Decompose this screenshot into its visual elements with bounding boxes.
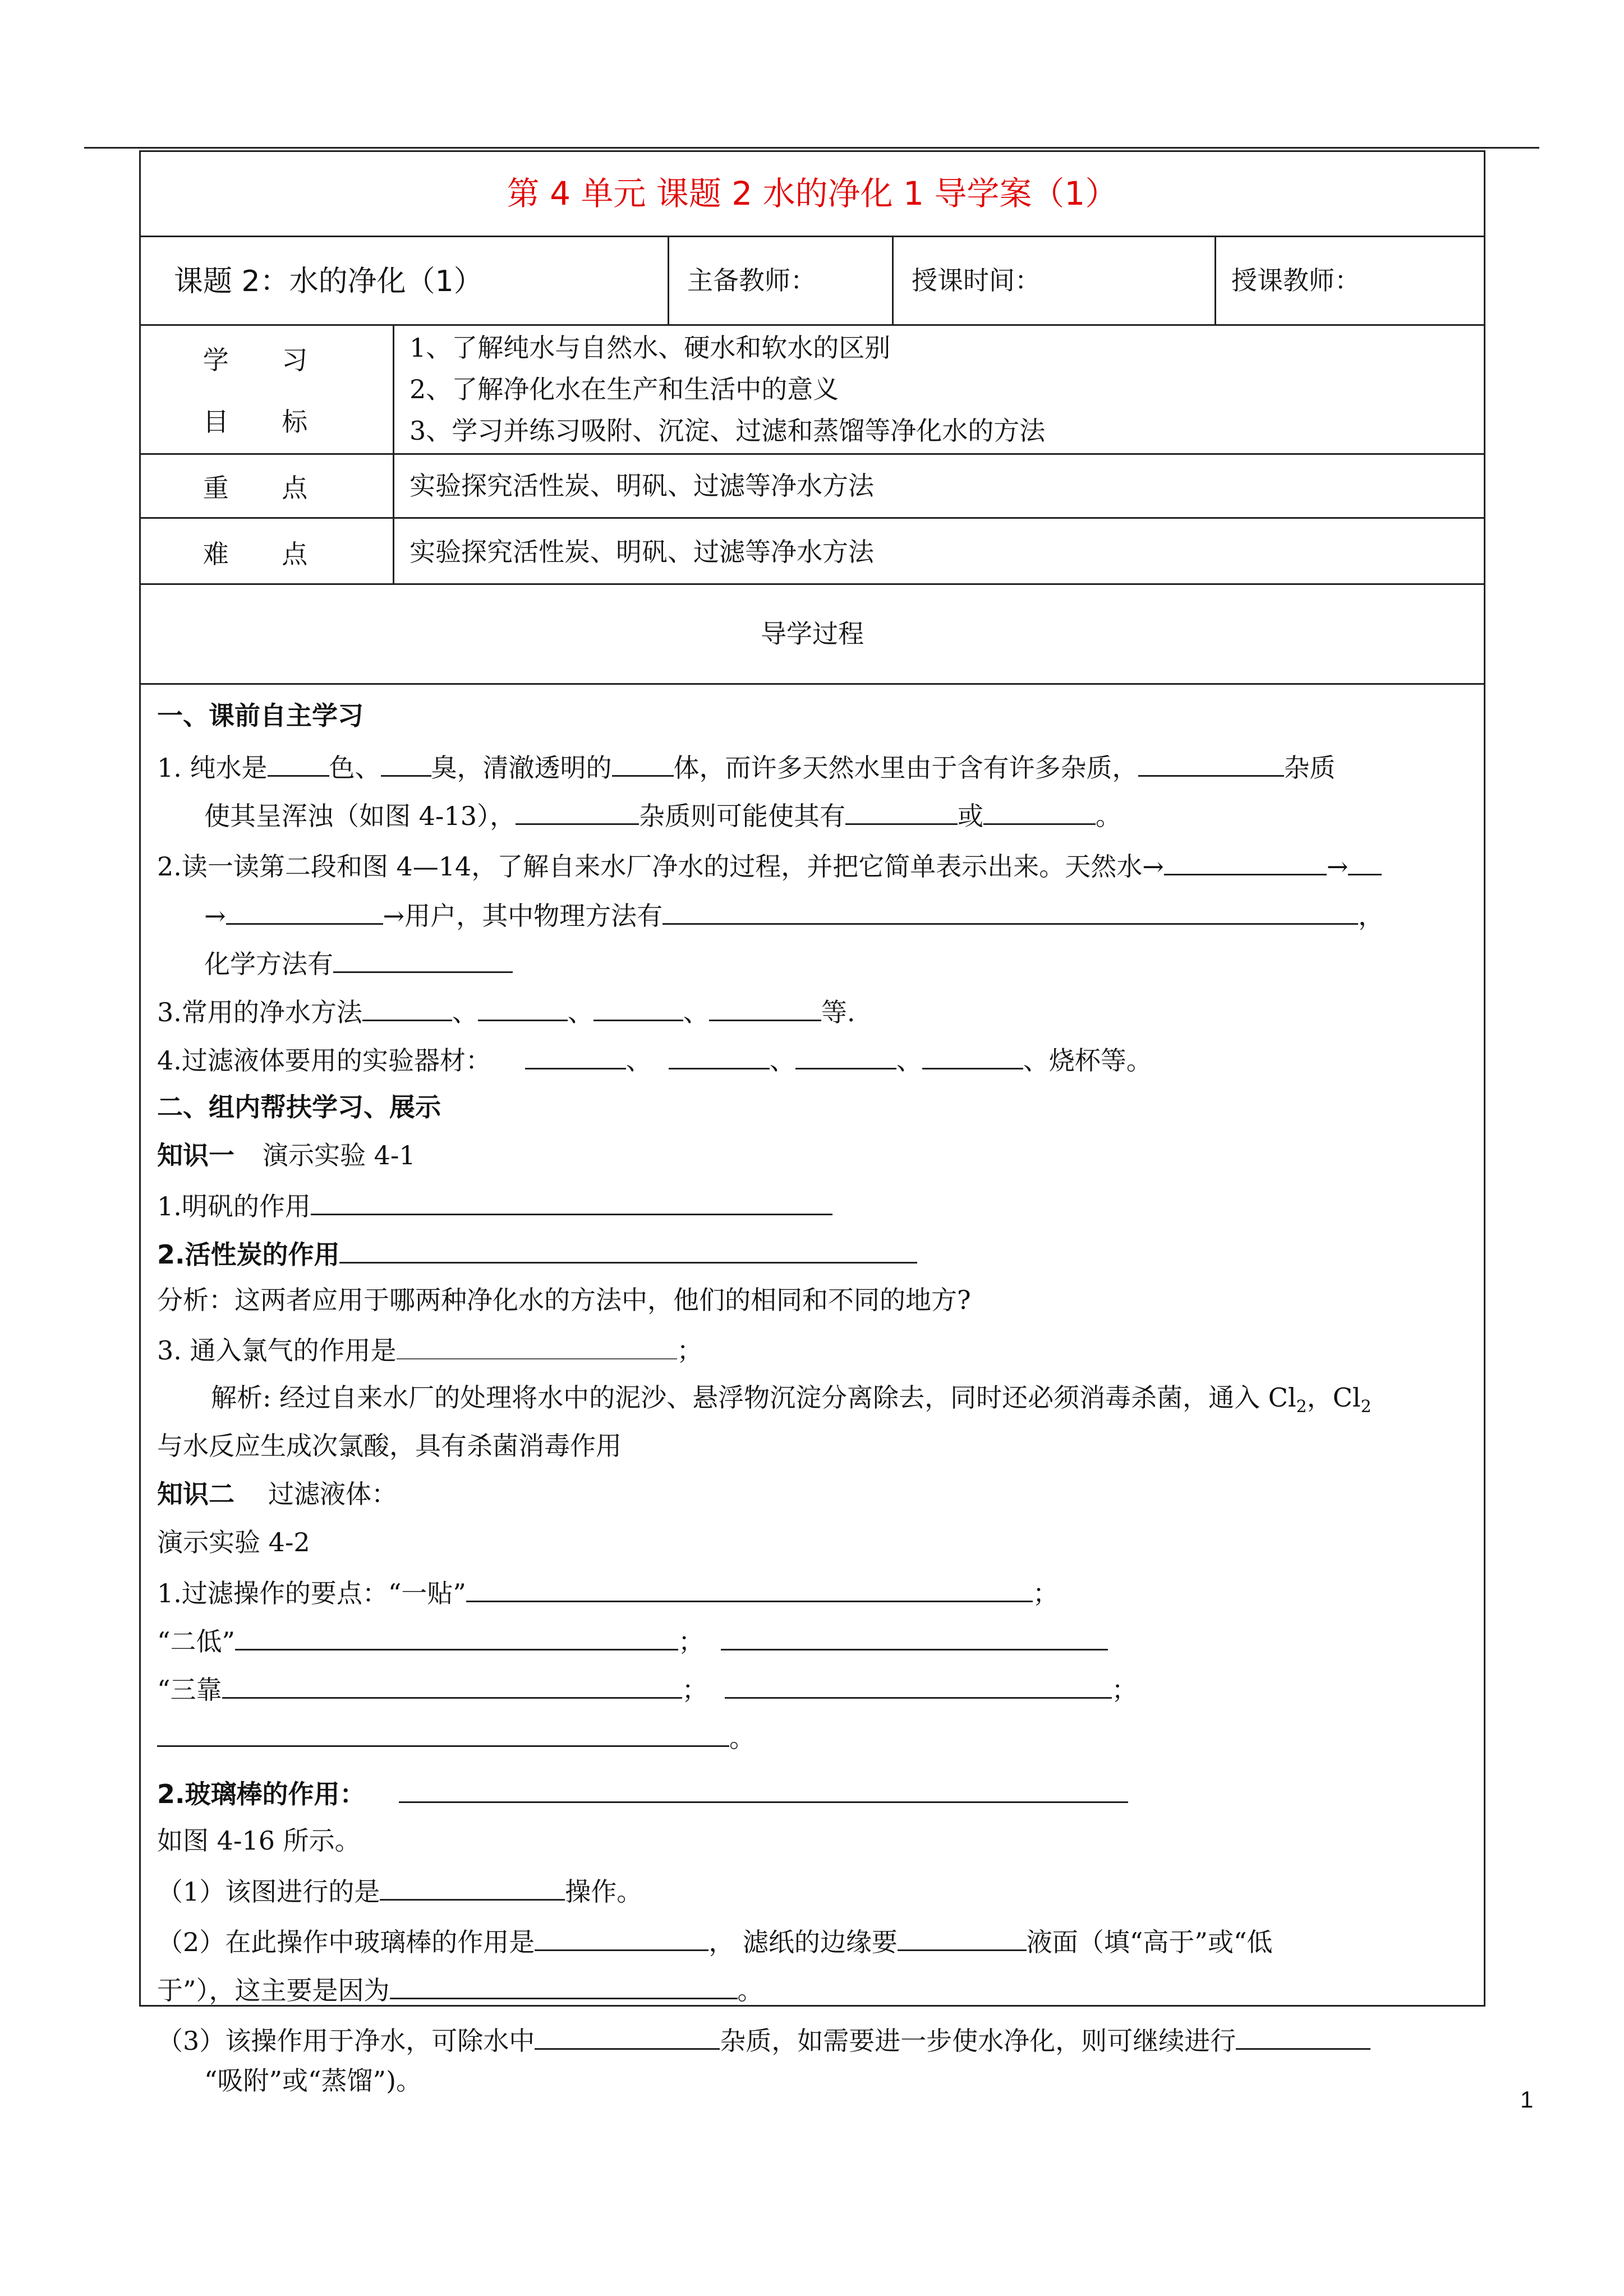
question-text: 、: [452, 997, 478, 1027]
question-text: （1）该图进行的是: [157, 1877, 380, 1907]
knowledge-label: 知识二: [157, 1479, 234, 1509]
question-text: ，: [1358, 901, 1384, 931]
question-text: ；: [677, 1335, 703, 1366]
answer-blank[interactable]: [466, 1569, 1033, 1602]
answer-blank[interactable]: [1164, 842, 1327, 875]
question-text: 、: [683, 997, 709, 1027]
part-3-cont: “吸附”或“蒸馏”)。: [204, 2066, 422, 2096]
part-2: [157, 1918, 1272, 1963]
answer-blank[interactable]: [516, 792, 639, 825]
knowledge-1-analysis: 分析：这两者应用于哪两种净化水的方法中，他们的相同和不同的地方?: [157, 1285, 971, 1315]
answer-blank[interactable]: [1348, 842, 1382, 875]
question-2-cont: [204, 940, 513, 985]
answer-blank[interactable]: [535, 1918, 709, 1951]
question-text: 、烧杯等。: [1023, 1045, 1152, 1076]
question-text: 色、: [329, 753, 381, 783]
question-text: →用户，其中物理方法有: [383, 901, 663, 931]
divider: [139, 683, 1485, 685]
answer-blank[interactable]: [222, 1666, 682, 1699]
answer-blank[interactable]: [983, 792, 1096, 825]
question-text: 3. 通入氯气的作用是: [157, 1335, 397, 1366]
answer-blank[interactable]: [399, 1770, 1128, 1803]
part-3: [157, 2017, 1370, 2062]
objectives-label-2: 目 标: [203, 407, 330, 437]
answer-blank[interactable]: [612, 744, 674, 777]
knowledge-1-q1: [157, 1182, 832, 1228]
answer-blank[interactable]: [235, 1617, 678, 1650]
question-text: 2.读一读第二段和图 4—14，了解自来水厂净水的过程，并把它简单表示出来。天然水→: [157, 851, 1164, 882]
question-text: 于”），这主要是因为: [157, 1975, 390, 2005]
answer-blank[interactable]: [381, 744, 431, 777]
explanation-cont: 与水反应生成次氯酸，具有杀菌消毒作用: [157, 1431, 622, 1461]
question-text: 体，而许多天然水里由于含有许多杂质，: [673, 753, 1138, 783]
knowledge-1-q2: [157, 1230, 917, 1276]
answer-blank[interactable]: [721, 1617, 1108, 1650]
question-text: 、: [567, 997, 594, 1027]
divider: [139, 236, 1485, 237]
difficulty-label: 难 点: [203, 539, 330, 569]
question-text: 使其呈浑浊（如图 4-13），: [204, 801, 516, 831]
answer-blank[interactable]: [1236, 2017, 1370, 2050]
question-text: 杂质则可能使其有: [638, 801, 845, 831]
answer-blank[interactable]: [362, 988, 452, 1021]
difficulty-text: 实验探究活性炭、明矾、过滤等净水方法: [410, 537, 874, 567]
question-text: ；: [1032, 1578, 1059, 1608]
knowledge-label: 知识一: [157, 1140, 234, 1170]
objective-item: 1、了解纯水与自然水、硬水和软水的区别: [410, 333, 891, 363]
question-text: 等.: [821, 997, 855, 1027]
question-text: 操作。: [565, 1877, 643, 1907]
question-text: 2.玻璃棒的作用：: [157, 1779, 366, 1809]
question-text: 2.活性炭的作用: [157, 1239, 340, 1270]
question-text: 杂质，如需要进一步使水净化，则可继续进行: [720, 2026, 1236, 2056]
question-text: 或: [957, 801, 983, 831]
key-point-text: 实验探究活性炭、明矾、过滤等净水方法: [410, 471, 874, 501]
answer-blank[interactable]: [535, 2017, 720, 2050]
question-2-cont: [204, 892, 1384, 937]
answer-blank[interactable]: [669, 1036, 770, 1069]
answer-blank[interactable]: [663, 892, 1358, 925]
question-text: 、: [769, 1045, 795, 1076]
question-text: ；: [678, 1626, 705, 1657]
question-4: [157, 1036, 1152, 1082]
answer-blank[interactable]: [226, 892, 383, 925]
lesson-label: 课题 2：水的净化（1）: [174, 265, 483, 298]
question-text: 。: [1095, 801, 1121, 831]
teacher-label: 授课教师：: [1231, 265, 1360, 296]
answer-blank[interactable]: [845, 792, 958, 825]
question-text: →: [204, 901, 226, 931]
divider: [139, 324, 1485, 326]
question-text: →: [1326, 851, 1349, 882]
divider: [139, 453, 1485, 455]
question-3: [157, 988, 855, 1034]
main-teacher-label: 主备教师：: [687, 265, 816, 296]
question-text: 1.过滤操作的要点：“一贴”: [157, 1578, 466, 1608]
question-text: 杂质: [1283, 753, 1336, 783]
process-heading: 导学过程: [761, 619, 864, 649]
key-point-label: 重 点: [203, 473, 330, 503]
question-text: （3）该操作用于净水，可除水中: [157, 2026, 535, 2056]
glass-rod-question: [157, 1770, 1128, 1815]
question-1: [157, 744, 1336, 789]
section-heading: 一、课前自主学习: [157, 700, 364, 731]
answer-blank[interactable]: [268, 744, 329, 777]
answer-blank[interactable]: [157, 1714, 729, 1747]
subscript: 2: [1360, 1397, 1372, 1417]
answer-blank[interactable]: [1138, 744, 1284, 777]
question-text: 、: [896, 1045, 922, 1076]
answer-blank[interactable]: [478, 988, 568, 1021]
answer-blank[interactable]: [333, 940, 513, 973]
question-text: “三靠: [157, 1675, 222, 1705]
section-heading: 二、组内帮扶学习、展示: [157, 1092, 441, 1122]
answer-blank[interactable]: [525, 1036, 626, 1069]
page-title: 第 4 单元 课题 2 水的净化 1 导学案（1）: [507, 174, 1118, 213]
question-text: 液面（填“高于”或“低: [1026, 1927, 1273, 1957]
question-text: 3.常用的净水方法: [157, 997, 362, 1027]
question-text: ， 滤纸的边缘要: [709, 1927, 898, 1957]
answer-blank[interactable]: [311, 1182, 832, 1215]
answer-blank[interactable]: [397, 1327, 677, 1359]
knowledge-1-q3: [157, 1327, 703, 1372]
part-1: [157, 1868, 642, 1913]
question-text: 。: [737, 1975, 763, 2005]
answer-blank[interactable]: [709, 988, 821, 1021]
answer-blank[interactable]: [390, 1966, 738, 1999]
answer-blank[interactable]: [795, 1036, 896, 1069]
filter-point-2: [157, 1617, 1108, 1663]
answer-blank[interactable]: [380, 1868, 565, 1901]
question-text: 化学方法有: [204, 949, 333, 979]
question-text: ；: [682, 1675, 708, 1705]
question-text: 。: [729, 1723, 755, 1753]
answer-blank[interactable]: [725, 1666, 1112, 1699]
objectives-label-1: 学 习: [203, 345, 330, 375]
divider: [393, 324, 394, 583]
objective-item: 2、了解净化水在生产和生活中的意义: [410, 374, 839, 404]
answer-blank[interactable]: [339, 1230, 917, 1264]
answer-blank[interactable]: [922, 1036, 1023, 1069]
explanation-text: 解析: 经过自来水厂的处理将水中的泥沙、悬浮物沉淀分离除去，同时还必须消毒杀菌，通入 Cl: [211, 1382, 1296, 1413]
page-number: 1: [1520, 2086, 1534, 2113]
question-text: 1. 纯水是: [157, 753, 268, 783]
question-text: （2）在此操作中玻璃棒的作用是: [157, 1927, 535, 1957]
class-time-label: 授课时间：: [912, 265, 1041, 296]
divider: [139, 517, 1485, 519]
question-text: 、: [625, 1045, 652, 1076]
filter-point-3: [157, 1666, 1138, 1711]
knowledge-2-heading: [157, 1473, 397, 1515]
explanation: [211, 1376, 1372, 1428]
subscript: 2: [1296, 1397, 1307, 1417]
divider: [1214, 236, 1216, 324]
question-text: ；: [1111, 1675, 1138, 1705]
filter-point-1: [157, 1569, 1059, 1615]
question-text: 1.明矾的作用: [157, 1191, 311, 1221]
answer-blank[interactable]: [594, 988, 683, 1021]
knowledge-1-heading: [157, 1134, 416, 1177]
top-rule: [84, 147, 1539, 149]
part-2-cont: [157, 1966, 763, 2012]
knowledge-title: 过滤液体：: [268, 1479, 397, 1509]
filter-point-3-cont: [157, 1714, 755, 1759]
question-2: [157, 842, 1382, 888]
question-1-cont: [204, 792, 1121, 837]
question-text: 4.过滤液体要用的实验器材：: [157, 1045, 491, 1076]
question-text: 臭，清澈透明的: [431, 753, 612, 783]
figure-ref: 如图 4-16 所示。: [157, 1825, 361, 1856]
question-text: “二低”: [157, 1626, 236, 1657]
objective-item: 3、学习并练习吸附、沉淀、过滤和蒸馏等净化水的方法: [410, 416, 1046, 446]
explanation-text: ，Cl: [1306, 1382, 1361, 1413]
answer-blank[interactable]: [898, 1918, 1027, 1951]
divider: [668, 236, 669, 324]
knowledge-title: 演示实验 4-1: [263, 1140, 416, 1170]
divider: [892, 236, 894, 324]
demo-label: 演示实验 4-2: [157, 1527, 310, 1557]
divider: [139, 583, 1485, 585]
